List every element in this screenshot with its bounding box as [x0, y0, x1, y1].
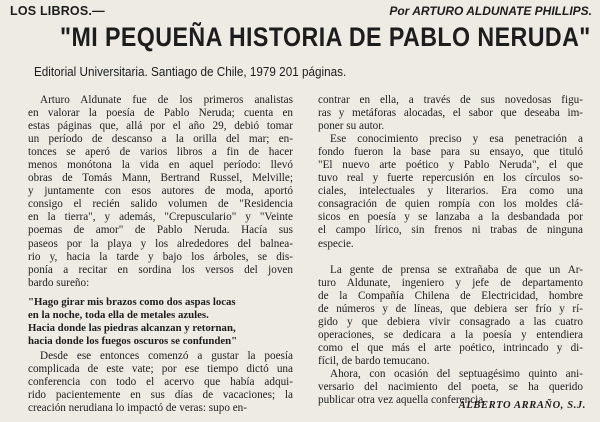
paragraph-line: ras y metáforas alocadas, el sabor que deseaba im-	[318, 107, 583, 120]
paragraph-line: estas páginas que, allá por el año 29, debió tomar	[28, 120, 293, 133]
verse-line: "Hago girar mis brazos como dos aspas locas	[28, 295, 236, 308]
paragraph-line: el campo lírico, sin frenos ni trabas de ninguna	[318, 224, 583, 237]
publication-info: Editorial Universitaria. Santiago de Chile, 1979 201 páginas.	[34, 64, 347, 79]
paragraph-line: poner su autor.	[318, 120, 385, 133]
paragraph-gap	[318, 251, 583, 264]
paragraph-line: consagración de quien rompía con los moldes clá-	[318, 198, 583, 211]
paragraph-line: de números y de líneas, que debiera ser frío y rí-	[318, 302, 583, 315]
paragraph-line: especie.	[318, 237, 354, 250]
paragraph-line: Ese conocimiento preciso y esa penetración a	[330, 133, 583, 146]
paragraph-line: como el que más el arte poético, intrincado y di-	[318, 341, 583, 354]
paragraph-line: Ahora, con ocasión del septuagésimo quinto ani-	[330, 367, 583, 380]
paragraph-line: tuvo real y fuerte repercusión en los círculos so-	[318, 172, 583, 185]
column-right	[318, 94, 583, 407]
header-row	[10, 4, 592, 20]
verse-line: hacia donde los fuegos oscuros se confunden"	[28, 334, 238, 347]
headline: "MI PEQUEÑA HISTORIA DE PABLO NERUDA"	[60, 22, 591, 52]
paragraph-line: ciales, intelectuales y literarios. Era como una	[318, 185, 583, 198]
paragraph-line: conferencia con todo el acervo que había adqui-	[28, 375, 293, 388]
verse-line: Hacia donde las piedras alcanzan y retornan,	[28, 321, 236, 334]
paragraph-line: menos monótona la vida en aquel período: llevó	[28, 159, 293, 172]
paragraph-line: contrar en ella, a través de sus novedosas figu-	[318, 94, 583, 106]
paragraph-line: turo Aldunate, ingeniero y jefe de departamento	[318, 276, 583, 289]
paragraph-line: fícil, de bardo temucano.	[318, 354, 430, 367]
paragraph-line: tonces se aperó de varios libros a fin de hacer	[28, 146, 293, 159]
paragraph-line: gido y que debiera vivir consagrado a las cuatro	[318, 315, 583, 328]
paragraph-line: Desde ese entonces comenzó a gustar la poesía	[40, 349, 293, 362]
paragraph-line: publicar otra vez aquella conferencia	[318, 394, 484, 407]
paragraph-line: operaciones, se dedicara a la poesía y entendiera	[318, 328, 583, 341]
signature: ALBERTO ARRAÑO, S.J.	[458, 400, 586, 411]
verse-line: en la noche, toda ella de metales azules.	[28, 308, 209, 321]
paragraph-line: en la tierra", y además, "Crepusculario" y "Veinte	[28, 211, 293, 224]
paragraph-line: "El nuevo arte poético y Pablo Neruda", el que	[318, 159, 583, 172]
column-left	[28, 94, 293, 415]
paragraph-line: un período de descanso a la orilla del mar; en-	[28, 133, 293, 146]
paragraph-line: versario del nacimiento del poeta, se ha querido	[318, 380, 583, 393]
paragraph-line: paseos por la playa y los alrededores del balnea-	[28, 237, 293, 250]
paragraph-line: de la Compañía Chilena de Electricidad, hombre	[318, 289, 583, 302]
poem-quote	[28, 296, 293, 348]
paragraph-line: obras de Tomás Mann, Bertrand Russel, Melville;	[28, 172, 293, 185]
paragraph-line: rio y, hacia la tarde y bajo los árboles, se dis-	[28, 250, 293, 263]
paragraph-line: bardo sureño:	[28, 276, 90, 289]
section-label: LOS LIBROS.—	[10, 4, 105, 18]
paragraph-line: rido pacientemente en sus días de vacaciones; la	[28, 388, 293, 401]
paragraph-line: en valorar la poesía de Pablo Neruda; cuenta en	[28, 107, 293, 120]
paragraph-line: sicos en poesía y se lanzaba a la desbandada por	[318, 211, 583, 224]
paragraph-line: Arturo Aldunate fue de los primeros analistas	[40, 94, 293, 106]
paragraph-line: consigo el recién salido volumen de "Residencia	[28, 198, 293, 211]
paragraph-line: ponía a recitar en sordina los versos del joven	[28, 263, 293, 276]
paragraph-line: y juntamente con esos autores de moda, aportó	[28, 185, 293, 198]
paragraph-line: complicada de este vate; por ese tiempo dictó una	[28, 362, 293, 375]
paragraph-line: La gente de prensa se extrañaba de que un Ar-	[330, 263, 583, 276]
paragraph-line: poemas de amor" de Pablo Neruda. Hacía sus	[28, 224, 293, 237]
byline: Por ARTURO ALDUNATE PHILLIPS.	[389, 4, 592, 18]
paragraph-line: creación nerudiana lo impactó de veras: supo en-	[28, 401, 247, 414]
paragraph-line: fondo fueron la base para su ensayo, que tituló	[318, 146, 583, 159]
